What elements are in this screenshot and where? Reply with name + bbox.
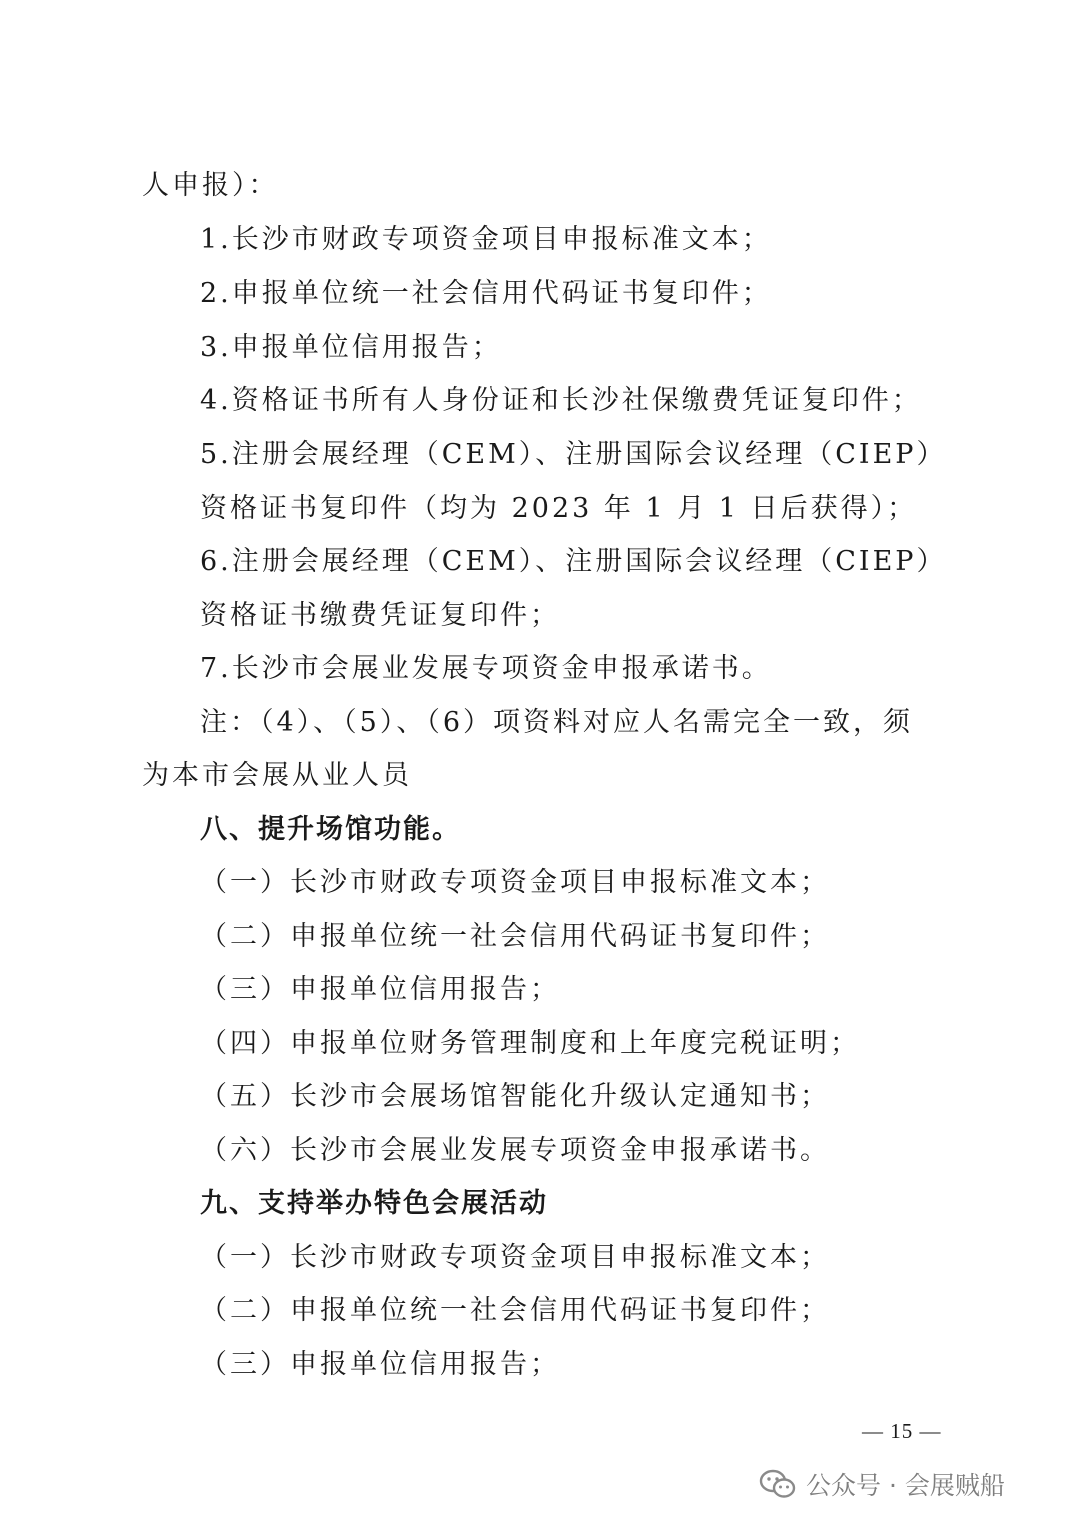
list-item: （二）申报单位统一社会信用代码证书复印件； <box>200 921 830 952</box>
list-item-continuation: 资格证书复印件（均为 2023 年 1 月 1 日后获得）； <box>200 493 918 524</box>
list-item: （五）长沙市会展场馆智能化升级认定通知书； <box>200 1081 830 1112</box>
note-text: 注：（4）、（5）、（6）项资料对应人名需完全一致，须 <box>200 707 914 738</box>
list-item: 2.申报单位统一社会信用代码证书复印件； <box>200 278 772 309</box>
list-item: （三）申报单位信用报告； <box>200 974 560 1005</box>
list-item: （一）长沙市财政专项资金项目申报标准文本； <box>200 867 830 898</box>
note-text-continuation: 为本市会展从业人员 <box>142 760 412 791</box>
wechat-icon <box>758 1467 798 1501</box>
list-item: （六）长沙市会展业发展专项资金申报承诺书。 <box>200 1135 830 1166</box>
text-line: 人申报）： <box>142 170 279 201</box>
section-heading: 九、支持举办特色会展活动 <box>200 1188 548 1219</box>
list-item: （二）申报单位统一社会信用代码证书复印件； <box>200 1295 830 1326</box>
list-item: 6.注册会展经理（CEM）、注册国际会议经理（CIEP） <box>200 546 947 577</box>
list-item: （四）申报单位财务管理制度和上年度完税证明； <box>200 1028 860 1059</box>
list-item: 3.申报单位信用报告； <box>200 332 502 363</box>
list-item: 1.长沙市财政专项资金项目申报标准文本； <box>200 224 772 255</box>
watermark-text: 公众号 · 会展贼船 <box>806 1471 1005 1500</box>
list-item: 4.资格证书所有人身份证和长沙社保缴费凭证复印件； <box>200 385 922 416</box>
list-item: （一）长沙市财政专项资金项目申报标准文本； <box>200 1242 830 1273</box>
list-item: （三）申报单位信用报告； <box>200 1349 560 1380</box>
page-number: — 15 — <box>862 1419 942 1443</box>
list-item-continuation: 资格证书缴费凭证复印件； <box>200 600 560 631</box>
watermark <box>758 1462 1005 1506</box>
list-item: 5.注册会展经理（CEM）、注册国际会议经理（CIEP） <box>200 439 947 470</box>
section-heading: 八、提升场馆功能。 <box>200 814 461 845</box>
list-item: 7.长沙市会展业发展专项资金申报承诺书。 <box>200 653 772 684</box>
